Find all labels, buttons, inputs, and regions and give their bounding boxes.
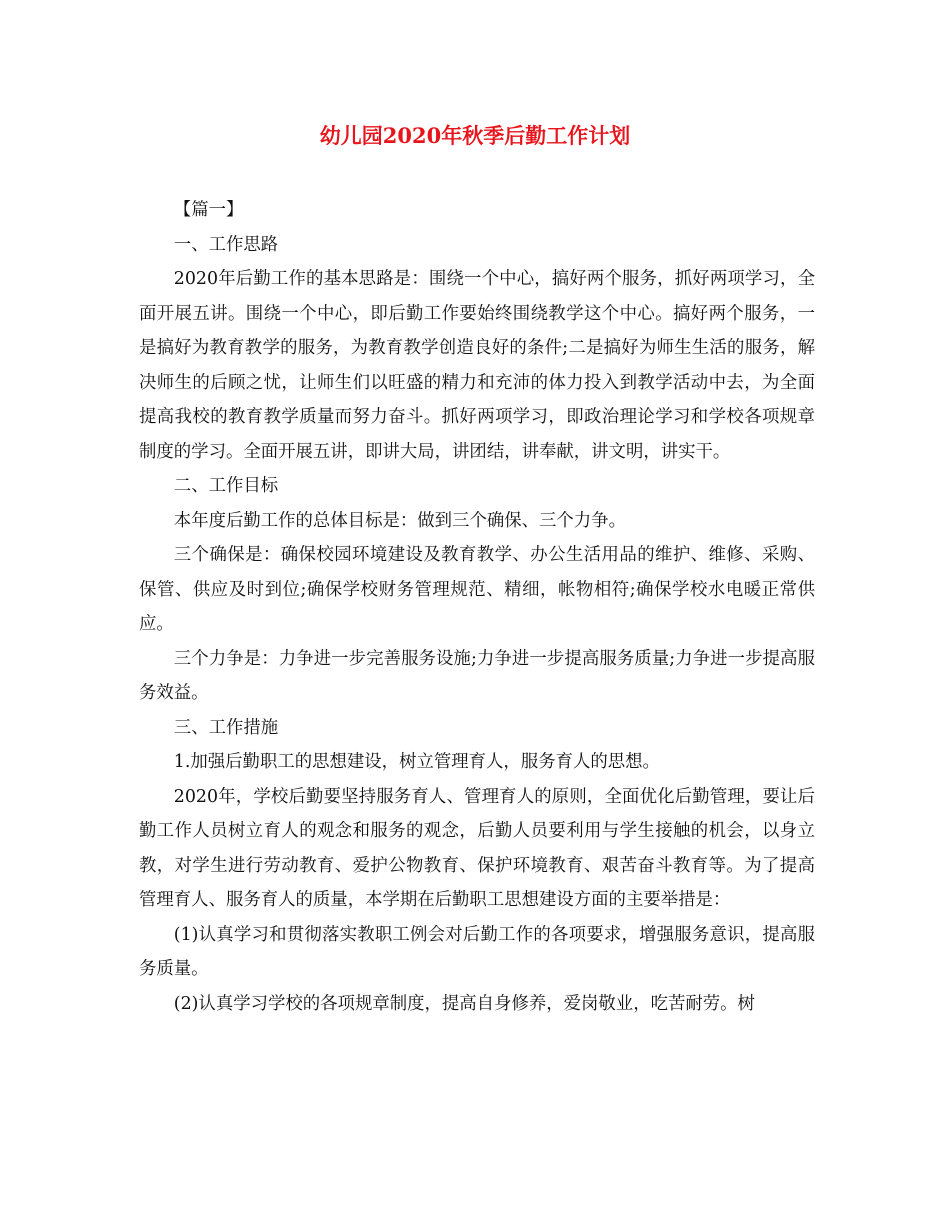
paragraph: 2020年后勤工作的基本思路是：围绕一个中心，搞好两个服务，抓好两项学习，全面开展五讲。围绕一个中心，即后勤工作要始终围绕教学这个中心。搞好两个服务，一是搞好为教育教学的服务，为教育教学创造良好的条件;二是搞好为师生生活的服务，解决师生的后顾之忧，让师生们以旺盛的精力和充沛的体力投入到教学活动中去，为全面提高我校的教育教学质量而努力奋斗。抓好两项学习，即政治理论学习和学校各项规章制度的学习。全面开展五讲，即讲大局，讲团结，讲奉献，讲文明，讲实干。 <box>139 269 815 462</box>
paragraph: (1)认真学习和贯彻落实教职工例会对后勤工作的各项要求，增强服务意识，提高服务质量。 <box>139 924 815 979</box>
paragraph: 2020年，学校后勤要坚持服务育人、管理育人的原则，全面优化后勤管理，要让后勤工作人员树立育人的观念和服务的观念，后勤人员要利用与学生接触的机会，以身立教，对学生进行劳动教育、爱护公物教育、保护环境教育、艰苦奋斗教育等。为了提高管理育人、服务育人的质量，本学期在后勤职工思想建设方面的主要举措是： <box>139 786 815 910</box>
document-title: 幼儿园2020年秋季后勤工作计划 <box>319 123 631 148</box>
paragraph: 三个力争是：力争进一步完善服务设施;力争进一步提高服务质量;力争进一步提高服务效益。 <box>139 648 815 703</box>
section-heading-3: 三、工作措施 <box>173 717 279 738</box>
paragraph: (2)认真学习学校的各项规章制度，提高自身修养，爱岗敬业，吃苦耐劳。树 <box>173 993 755 1014</box>
section-heading-1: 一、工作思路 <box>173 234 279 255</box>
paragraph: 1.加强后勤职工的思想建设，树立管理育人，服务育人的思想。 <box>173 752 660 772</box>
paragraph: 三个确保是：确保校园环境建设及教育教学、办公生活用品的维护、维修、采购、保管、供应及时到位;确保学校财务管理规范、精细，帐物相符;确保学校水电暖正常供应。 <box>139 545 815 634</box>
paragraph: 本年度后勤工作的总体目标是：做到三个确保、三个力争。 <box>173 510 626 531</box>
section-heading-2: 二、工作目标 <box>173 476 279 496</box>
section-label: 【篇一】 <box>173 200 244 220</box>
document-body <box>139 193 815 1021</box>
